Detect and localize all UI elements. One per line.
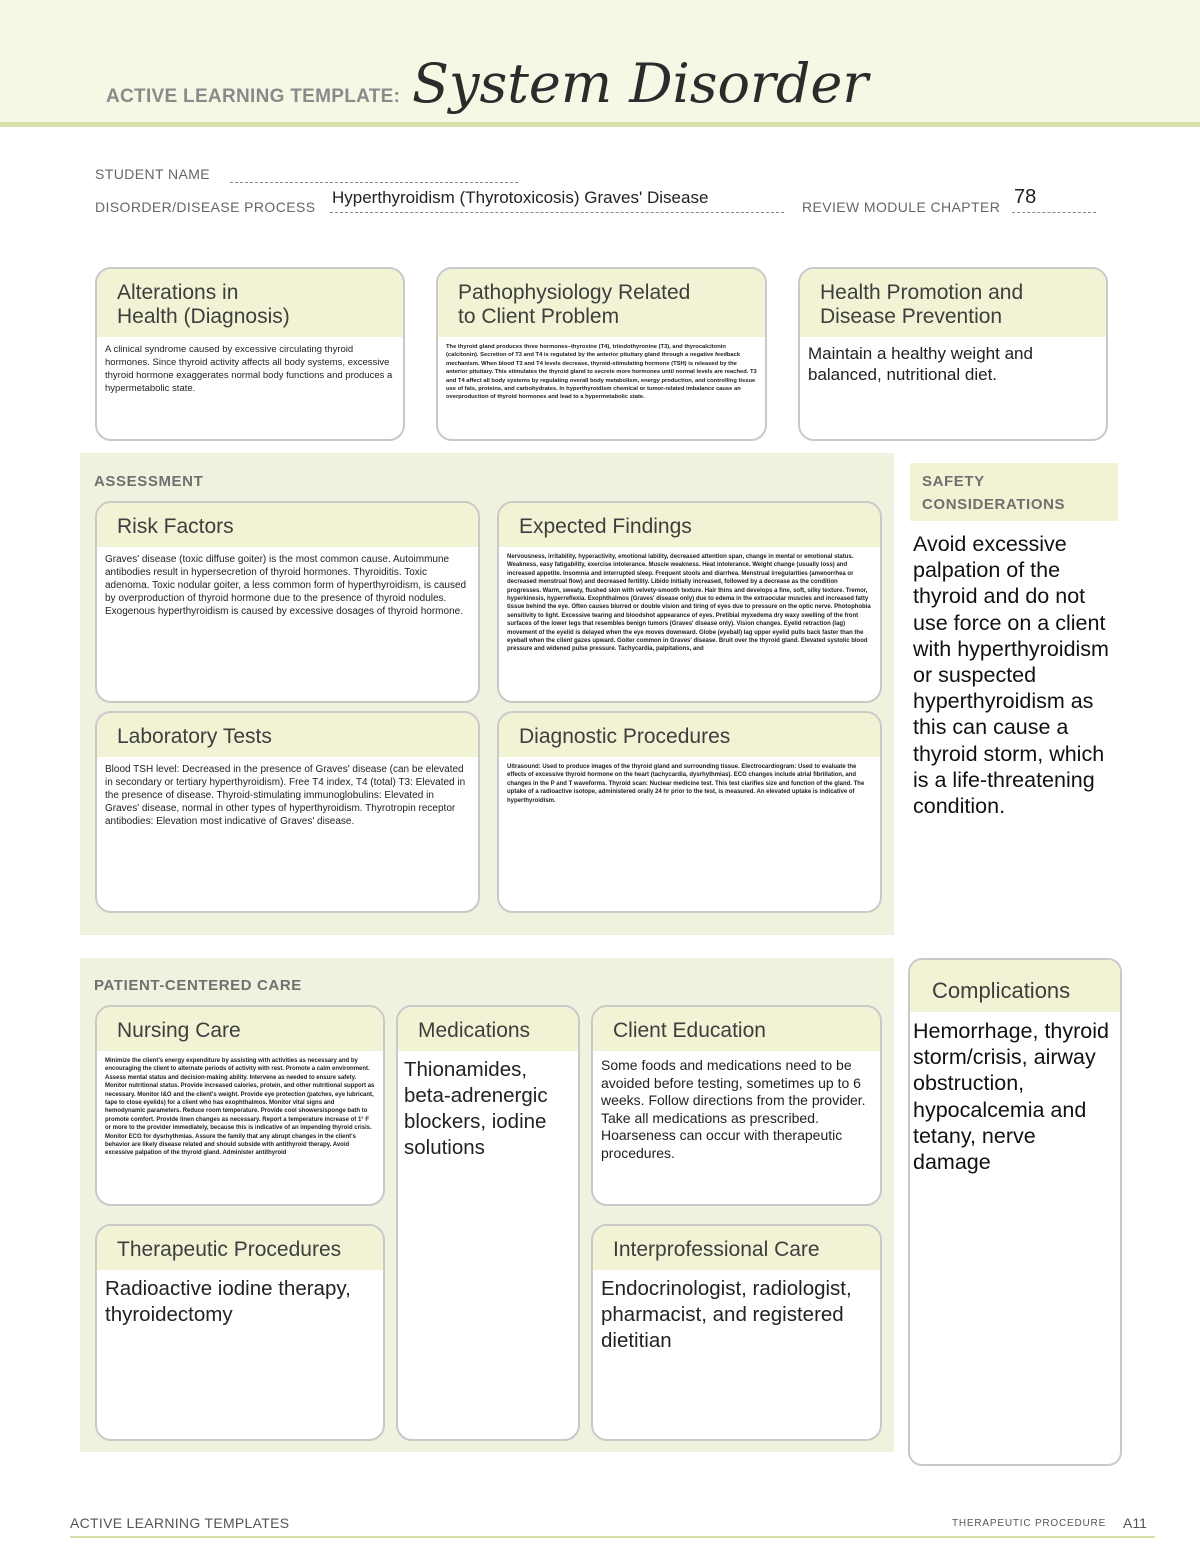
medications-card bbox=[396, 1005, 580, 1441]
safety-label-line1: SAFETY bbox=[922, 473, 985, 490]
diagnostic-procedures-card bbox=[497, 711, 882, 913]
medications-title: Medications bbox=[398, 1007, 578, 1051]
disorder-field[interactable] bbox=[330, 188, 784, 213]
health-promotion-card bbox=[798, 267, 1108, 441]
safety-body: Avoid excessive palpation of the thyroid and do not use force on a client with hyperthyroidism or suspected hyperthyroidism as this can cause a thyroid storm, which is a life-threatening condition. bbox=[913, 532, 1109, 819]
expected-findings-title: Expected Findings bbox=[499, 503, 880, 547]
diagnostic-procedures-body: Ultrasound: Used to produce images of the thyroid gland and surrounding tissue. Electrocardiogram: Used to evaluate the effects of excessive thyroid hormone on the heart (tachycardia, dysrhythmias). ECG changes include atrial fibrillation, and changes in the P and T waveforms. Thyroid scan: Nuclear medicine test. This test clarifies size and function of the gland. The uptake of a radioactive isotope, administered orally 24 hr prior to the test, is measured. An elevated uptake is indicative of hyperthyroidism. bbox=[507, 764, 865, 804]
pathophysiology-card bbox=[436, 267, 767, 441]
student-name-field[interactable] bbox=[230, 168, 518, 183]
footer-right: THERAPEUTIC PROCEDURE bbox=[952, 1518, 1107, 1529]
pathophysiology-title bbox=[438, 269, 765, 337]
health-promotion-body: Maintain a healthy weight and balanced, nutritional diet. bbox=[808, 344, 1033, 384]
patient-centered-care-label: PATIENT-CENTERED CARE bbox=[94, 977, 302, 994]
header-divider bbox=[0, 122, 1200, 127]
nursing-care-title: Nursing Care bbox=[97, 1007, 383, 1051]
nursing-care-body: Minimize the client's energy expenditure by assisting with activities as necessary and by encouraging the client to alternate periods of activity with rest. Promote a calm environment. Assess mental status and decision-making ability. Intervene as needed to ensure safety. Monitor nutritional status. Provide increased calories, protein, and other nutritional support as necessary. Monitor I&O and the client's weight. Provide eye protection (patches, eye lubricant, tape to close eyelids) for a client who has exophthalmos. Monitor vital signs and hemodynamic parameters. Reduce room temperature. Provide cool showers/sponge bath to promote comfort. Provide linen changes as necessary. Report a temperature increase of 1° F or more to the provider immediately, because this is indicative of an impending thyroid crisis. Monitor ECG for dysrhythmias. Assure the family that any abrupt changes in the client's behavior are likely disease related and should subside with antithyroid therapy. Avoid excessive palpation of the thyroid gland. Administer antithyroid bbox=[105, 1058, 375, 1157]
expected-findings-body: Nervousness, irritability, hyperactivity, emotional lability, decreased attention span, change in mental or emotional status. Weakness, easy fatigability, exercise intolerance. Muscle weakness. Heat intolerance. Weight change (usually loss) and increased appetite. Insomnia and interrupted sleep. Frequent stools and diarrhea. Menstrual irregularities (amenorrhea or decreased menstrual flow) and decreased fertility. Libido initially increased, followed by a decrease as the condition progresses. Warm, sweaty, flushed skin with velvety-smooth texture. Hair thins and develops a fine, soft, silky texture. Tremor, hyperkinesis, hyperreflexia. Exophthalmos (Graves' disease only) due to edema in the extraocular muscles and increased fatty tissue behind the eye. Often causes blurred or double vision and tiring of eyes due to pressure on the optic nerve. Photophobia sensitivity to light. Excessive tearing and bloodshot appearance of eyes. Pretibial myxedema dry waxy swelling of the front surfaces of the lower legs that resembles benign tumors (Graves' disease only). Vision changes. Eyelid retraction (lag) movement of the eyelid is delayed when the eye moves downward. Globe (eyeball) lag upper eyelid pulls back faster than the eyeball when the client gazes upward. Goiter common in Graves' disease. Bruit over the thyroid gland. Elevated systolic blood pressure and widened pulse pressure. Tachycardia, palpitations, and bbox=[507, 554, 871, 653]
laboratory-tests-card bbox=[95, 711, 480, 913]
template-label: ACTIVE LEARNING TEMPLATE: bbox=[106, 86, 401, 107]
alterations-body: A clinical syndrome caused by excessive circulating thyroid hormones. Since thyroid activity affects all body systems, excessive thyroid hormone exaggerates normal body functions and produces a hypermetabolic state. bbox=[105, 344, 393, 394]
alterations-title-line1: Alterations in bbox=[117, 281, 239, 304]
safety-label-line2: CONSIDERATIONS bbox=[922, 496, 1066, 513]
pathophysiology-title-line2: to Client Problem bbox=[458, 305, 620, 328]
risk-factors-body: Graves' disease (toxic diffuse goiter) is the most common cause. Autoimmune antibodies result in hypersecretion of thyroid hormones. Thyroiditis. Toxic adenoma. Toxic nodular goiter, a less common form of hyperthyroidism, is caused by overproduction of thyroid hormone due to the presence of thyroid nodules. Exogenous hyperthyroidism is caused by excessive dosages of thyroid hormone. bbox=[105, 554, 467, 617]
expected-findings-card bbox=[497, 501, 882, 703]
chapter-value: 78 bbox=[1014, 186, 1037, 208]
client-education-body: Some foods and medications need to be avoided before testing, sometimes up to 6 weeks. Follow directions from the provider. Take all medications as prescribed. Hoarseness can occur with therapeutic procedures. bbox=[601, 1057, 866, 1161]
health-promotion-title-line1: Health Promotion and bbox=[820, 281, 1024, 304]
footer-divider bbox=[70, 1536, 1155, 1538]
complications-card bbox=[908, 958, 1122, 1466]
alterations-title-line2: Health (Diagnosis) bbox=[117, 305, 290, 328]
pathophysiology-body: The thyroid gland produces three hormones–thyroxine (T4), triiodothyronine (T3), and thyrocalcitonin (calcitonin). Secretion of T3 and T4 is regulated by the anterior pituitary gland through a negative feedback mechanism. When blood T3 and T4 levels decrease, thyroid-stimulating hormone (TSH) is released by the anterior pituitary. This stimulates the thyroid gland to secrete more hormones until normal levels are reached. T3 and T4 affect all body systems by regulating overall body metabolism, energy production, and controlling tissue use of fats, proteins, and carbohydrates. In hyperthyroidism chemical or tumor-related imbalance cause an overproduction of thyroid hormones and lead to a hypermetabolic state. bbox=[446, 344, 757, 401]
student-name-label: STUDENT NAME bbox=[95, 166, 210, 182]
risk-factors-title: Risk Factors bbox=[97, 503, 478, 547]
therapeutic-procedures-title: Therapeutic Procedures bbox=[97, 1226, 383, 1270]
nursing-care-card bbox=[95, 1005, 385, 1206]
chapter-label: REVIEW MODULE CHAPTER bbox=[802, 199, 1001, 215]
footer-left: ACTIVE LEARNING TEMPLATES bbox=[70, 1515, 290, 1531]
client-education-card bbox=[591, 1005, 882, 1206]
client-education-title: Client Education bbox=[593, 1007, 880, 1051]
page-title: System Disorder bbox=[412, 52, 869, 115]
safety-label bbox=[922, 470, 1065, 516]
disorder-label: DISORDER/DISEASE PROCESS bbox=[95, 199, 316, 215]
disorder-value: Hyperthyroidism (Thyrotoxicosis) Graves' Disease bbox=[332, 188, 709, 207]
interprofessional-care-card bbox=[591, 1224, 882, 1441]
alterations-card bbox=[95, 267, 405, 441]
therapeutic-procedures-card bbox=[95, 1224, 385, 1441]
medications-body: Thionamides, beta-adrenergic blockers, iodine solutions bbox=[404, 1058, 548, 1159]
laboratory-tests-title: Laboratory Tests bbox=[97, 713, 478, 757]
health-promotion-title bbox=[800, 269, 1106, 337]
diagnostic-procedures-title: Diagnostic Procedures bbox=[499, 713, 880, 757]
interprofessional-care-body: Endocrinologist, radiologist, pharmacist, and registered dietitian bbox=[601, 1277, 852, 1352]
therapeutic-procedures-body: Radioactive iodine therapy, thyroidectomy bbox=[105, 1277, 351, 1326]
laboratory-tests-body: Blood TSH level: Decreased in the presence of Graves' disease (can be elevated in secondary or tertiary hyperthyroidism). Free T4 index, T4 (total) T3: Elevated in the presence of disease. Thyroid-stimulating immunoglobulins: Elevated in Graves' disease, normal in other types of hyperthyroidism. Thyrotropin receptor antibodies: Elevation most indicative of Graves' disease. bbox=[105, 764, 466, 827]
complications-body: Hemorrhage, thyroid storm/crisis, airway obstruction, hypocalcemia and tetany, nerve damage bbox=[913, 1019, 1109, 1175]
chapter-field[interactable] bbox=[1012, 186, 1096, 213]
interprofessional-care-title: Interprofessional Care bbox=[593, 1226, 880, 1270]
risk-factors-card bbox=[95, 501, 480, 703]
complications-title: Complications bbox=[910, 960, 1120, 1012]
pathophysiology-title-line1: Pathophysiology Related bbox=[458, 281, 691, 304]
health-promotion-title-line2: Disease Prevention bbox=[820, 305, 1003, 328]
alterations-title bbox=[97, 269, 403, 337]
footer-page-number: A11 bbox=[1123, 1515, 1147, 1531]
assessment-label: ASSESSMENT bbox=[94, 473, 204, 490]
